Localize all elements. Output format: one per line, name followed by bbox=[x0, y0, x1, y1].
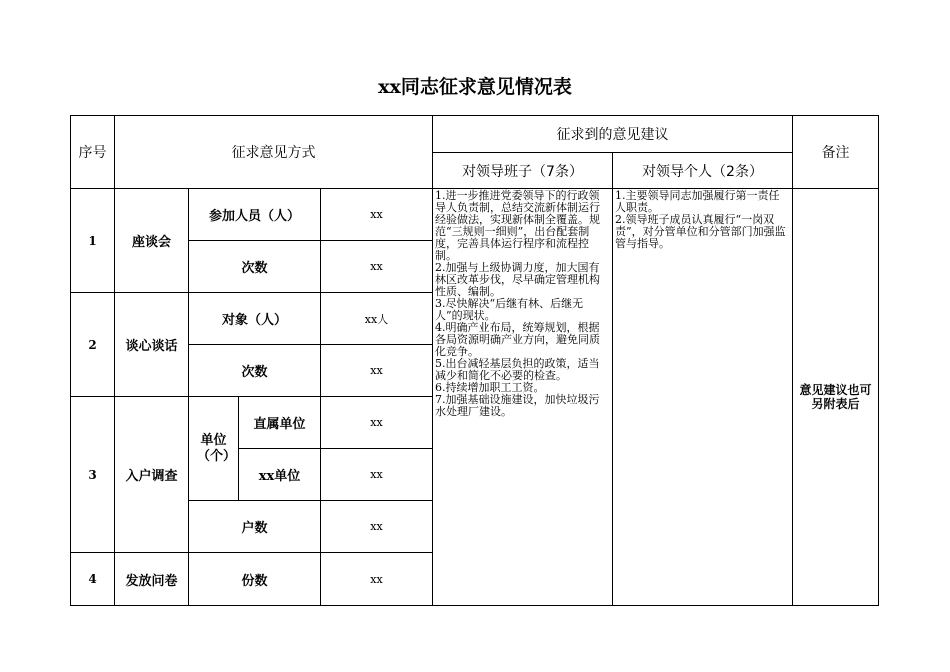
individual-suggestion: 2.领导班子成员认真履行“一岗双责”，对分管单位和分管部门加强监管与指导。 bbox=[615, 213, 786, 250]
individual-suggestion: 1.主要领导同志加强履行第一责任人职责。 bbox=[615, 189, 780, 214]
header-suggestions: 征求到的意见建议 bbox=[433, 116, 793, 153]
row-item-label: 次数 bbox=[189, 241, 321, 293]
row-seq: 3 bbox=[71, 397, 115, 553]
row-method: 座谈会 bbox=[115, 189, 189, 293]
row-item-value: xx bbox=[321, 501, 433, 553]
row-method: 发放问卷 bbox=[115, 553, 189, 606]
team-suggestion: 6.持续增加职工工资。 bbox=[435, 381, 545, 394]
header-row bbox=[71, 116, 879, 153]
header-remarks: 备注 bbox=[793, 116, 879, 189]
team-suggestion: 4.明确产业布局，统筹规划，根据各局资源明确产业方向，避免同质化竞争。 bbox=[435, 321, 600, 358]
row-item-label: 参加人员（人） bbox=[189, 189, 321, 241]
row-seq: 1 bbox=[71, 189, 115, 293]
page-title: xx同志征求意见情况表 bbox=[378, 76, 572, 98]
row-item-value: xx bbox=[321, 189, 433, 241]
team-suggestions-cell bbox=[433, 189, 613, 606]
row-method: 入户调查 bbox=[115, 397, 189, 553]
row-item-value: xx bbox=[321, 449, 433, 501]
row-item-value: xx bbox=[321, 345, 433, 397]
header-to-individual: 对领导个人（2条） bbox=[613, 153, 793, 189]
row-seq: 2 bbox=[71, 293, 115, 397]
row-item-value: xx人 bbox=[321, 293, 433, 345]
feedback-table bbox=[70, 115, 879, 606]
team-suggestion: 2.加强与上级协调力度，加大国有林区改革步伐，尽早确定管理机构性质、编制。 bbox=[435, 261, 600, 298]
header-seq: 序号 bbox=[71, 116, 115, 189]
team-suggestion: 7.加强基础设施建设，加快垃圾污水处理厂建设。 bbox=[435, 393, 600, 418]
header-to-team: 对领导班子（7条） bbox=[433, 153, 613, 189]
row-item-label: 次数 bbox=[189, 345, 321, 397]
row-method: 谈心谈话 bbox=[115, 293, 189, 397]
remarks-note: 意见建议也可另附表后 bbox=[793, 189, 879, 606]
row-item-value: xx bbox=[321, 241, 433, 293]
header-method: 征求意见方式 bbox=[115, 116, 433, 189]
table-row bbox=[71, 189, 879, 241]
individual-suggestions-cell bbox=[613, 189, 793, 606]
row-seq: 4 bbox=[71, 553, 115, 606]
team-suggestion: 5.出台减轻基层负担的政策，适当减少和简化不必要的检查。 bbox=[435, 357, 600, 382]
unit-label: 单位（个） bbox=[189, 397, 239, 501]
row-item-label: 对象（人） bbox=[189, 293, 321, 345]
row-item-label: 直属单位 bbox=[239, 397, 321, 449]
row-item-label: xx单位 bbox=[239, 449, 321, 501]
row-item-value: xx bbox=[321, 553, 433, 606]
row-item-label: 户数 bbox=[189, 501, 321, 553]
team-suggestion: 3.尽快解决“后继有林、后继无人”的现状。 bbox=[435, 297, 584, 322]
row-item-value: xx bbox=[321, 397, 433, 449]
row-item-label: 份数 bbox=[189, 553, 321, 606]
team-suggestion: 1.进一步推进党委领导下的行政领导人负责制，总结交流新体制运行经验做法，实现新体制全覆盖。规范“三规则一细则”，出台配套制度，完善具体运行程序和流程控制。 bbox=[435, 189, 600, 262]
